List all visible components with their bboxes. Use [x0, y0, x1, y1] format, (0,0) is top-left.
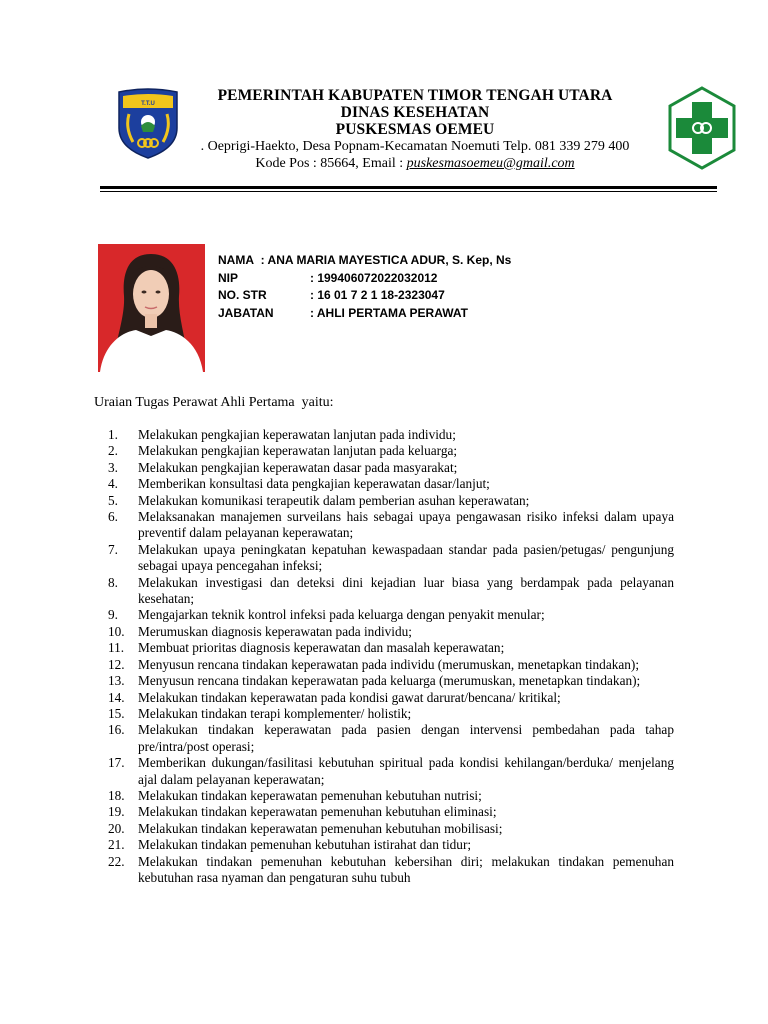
list-text: Melakukan pengkajian keperawatan dasar pada masyarakat; [138, 459, 458, 475]
list-text: Melakukan tindakan terapi komplementer/ holistik; [138, 705, 412, 721]
list-number: 2. [108, 443, 118, 459]
list-item [108, 788, 674, 804]
list-text: Mengajarkan teknik kontrol infeksi pada keluarga dengan penyakit menular; [138, 607, 545, 623]
list-item [108, 640, 674, 656]
list-number: 21. [108, 837, 125, 853]
list-number: 5. [108, 492, 118, 508]
letterhead-rule-thin [100, 191, 717, 192]
list-number: 7. [108, 541, 118, 557]
health-cross-icon [667, 86, 737, 170]
list-text: Menyusun rencana tindakan keperawatan pada individu (merumuskan, menetapkan tindakan); [138, 656, 640, 672]
list-item [108, 657, 674, 673]
list-item [108, 821, 674, 837]
identity-block [218, 252, 511, 322]
list-number: 4. [108, 476, 118, 492]
nip-row [218, 270, 511, 288]
list-number: 13. [108, 673, 125, 689]
duties-intro: Uraian Tugas Perawat Ahli Pertama yaitu: [94, 395, 334, 410]
list-number: 12. [108, 656, 125, 672]
letterhead [0, 0, 768, 200]
list-item [108, 804, 674, 820]
list-item [108, 542, 674, 575]
list-number: 17. [108, 755, 125, 771]
position-label: JABATAN [218, 305, 274, 320]
list-item [108, 690, 674, 706]
list-item [108, 509, 674, 542]
list-number: 10. [108, 623, 125, 639]
list-text: Melakukan tindakan pemenuhan kebutuhan istirahat dan tidur; [138, 837, 472, 853]
list-item [108, 607, 674, 623]
name-value: : ANA MARIA MAYESTICA ADUR, S. Kep, Ns [254, 253, 512, 267]
list-number: 11. [108, 640, 125, 656]
list-item [108, 575, 674, 608]
list-number: 9. [108, 607, 118, 623]
list-number: 20. [108, 820, 125, 836]
letterhead-rule-thick [100, 186, 717, 189]
list-number: 19. [108, 804, 125, 820]
list-item [108, 837, 674, 853]
list-number: 1. [108, 427, 118, 442]
name-row [218, 252, 511, 270]
list-text: Melakukan upaya peningkatan kepatuhan kewaspadaan standar pada pasien/petugas/ pengunjung sebagai upaya pencegahan infeksi; [138, 541, 674, 574]
list-item [108, 706, 674, 722]
position-value: : AHLI PERTAMA PERAWAT [310, 305, 468, 320]
nip-label: NIP [218, 270, 239, 285]
name-label: NAMA [218, 253, 254, 267]
nip-value: : 199406072022032012 [310, 270, 438, 285]
list-item [108, 854, 674, 887]
list-number: 18. [108, 787, 125, 803]
svg-text:T.T.U: T.T.U [141, 101, 155, 107]
position-row [218, 305, 511, 323]
postal-code-text: Kode Pos : 85664, Email : [255, 156, 407, 171]
letterhead-text [160, 87, 670, 172]
list-text: Melakukan tindakan keperawatan pemenuhan kebutuhan mobilisasi; [138, 820, 503, 836]
list-text: Melakukan komunikasi terapeutik dalam pemberian asuhan keperawatan; [138, 492, 530, 508]
list-item [108, 673, 674, 689]
list-text: Melakukan tindakan keperawatan pada kondisi gawat darurat/bencana/ kritikal; [138, 689, 561, 705]
str-row [218, 287, 511, 305]
list-item [108, 755, 674, 788]
list-item [108, 624, 674, 640]
list-text: Memberikan konsultasi data pengkajian keperawatan dasar/lanjut; [138, 476, 490, 492]
list-text: Merumuskan diagnosis keperawatan pada individu; [138, 623, 412, 639]
list-text: Membuat prioritas diagnosis keperawatan dan masalah keperawatan; [138, 640, 505, 656]
list-number: 15. [108, 705, 125, 721]
agency-title: DINAS KESEHATAN [340, 104, 490, 121]
government-title: PEMERINTAH KABUPATEN TIMOR TENGAH UTARA [217, 87, 613, 104]
str-value: : 16 01 7 2 1 18-2323047 [310, 288, 445, 302]
list-text: Melakukan pengkajian keperawatan lanjutan pada individu; [138, 427, 456, 442]
list-item [108, 493, 674, 509]
contact-line [160, 155, 670, 172]
list-number: 6. [108, 509, 118, 525]
list-text: Melaksanakan manajemen surveilans hais sebagai upaya pengawasan risiko infeksi dalam upaya preventif dalam pelayanan keperawatan; [138, 509, 674, 541]
str-label: NO. STR [218, 288, 267, 302]
list-text: Menyusun rencana tindakan keperawatan pada keluarga (merumuskan, menetapkan tindakan); [138, 673, 641, 689]
profile-photo [98, 244, 205, 372]
clinic-title: PUSKESMAS OEMEU [335, 121, 495, 138]
list-text: Melakukan tindakan keperawatan pemenuhan kebutuhan eliminasi; [138, 804, 497, 820]
list-item [108, 722, 674, 755]
email-link[interactable]: puskesmasoemeu@gmail.com [406, 156, 575, 171]
list-item [108, 460, 674, 476]
address-line: . Oeprigi-Haekto, Desa Popnam-Kecamatan Noemuti Telp. 081 339 279 400 [200, 139, 630, 154]
list-item [108, 427, 674, 443]
list-text: Melakukan investigasi dan deteksi dini kejadian luar biasa yang berdampak pada pelayanan kesehatan; [138, 574, 674, 607]
list-number: 16. [108, 722, 125, 738]
list-number: 8. [108, 574, 118, 590]
list-text: Melakukan tindakan pemenuhan kebutuhan kebersihan diri; melakukan tindakan pemenuhan kebutuhan rasa nyaman dan pengaturan suhu tubuh [138, 853, 674, 885]
list-number: 22. [108, 853, 125, 869]
list-text: Melakukan tindakan keperawatan pada pasien dengan intervensi pembedahan pada tahap pre/intra/post operasi; [138, 722, 674, 754]
list-number: 14. [108, 689, 125, 705]
list-item [108, 476, 674, 492]
list-text: Melakukan pengkajian keperawatan lanjutan pada keluarga; [138, 443, 458, 459]
duties-list [108, 427, 674, 886]
list-item [108, 443, 674, 459]
list-number: 3. [108, 459, 118, 475]
list-text: Memberikan dukungan/fasilitasi kebutuhan spiritual pada kondisi kehilangan/berduka/ menjelang ajal dalam pelayanan keperawatan; [138, 755, 674, 787]
list-text: Melakukan tindakan keperawatan pemenuhan kebutuhan nutrisi; [138, 787, 482, 803]
